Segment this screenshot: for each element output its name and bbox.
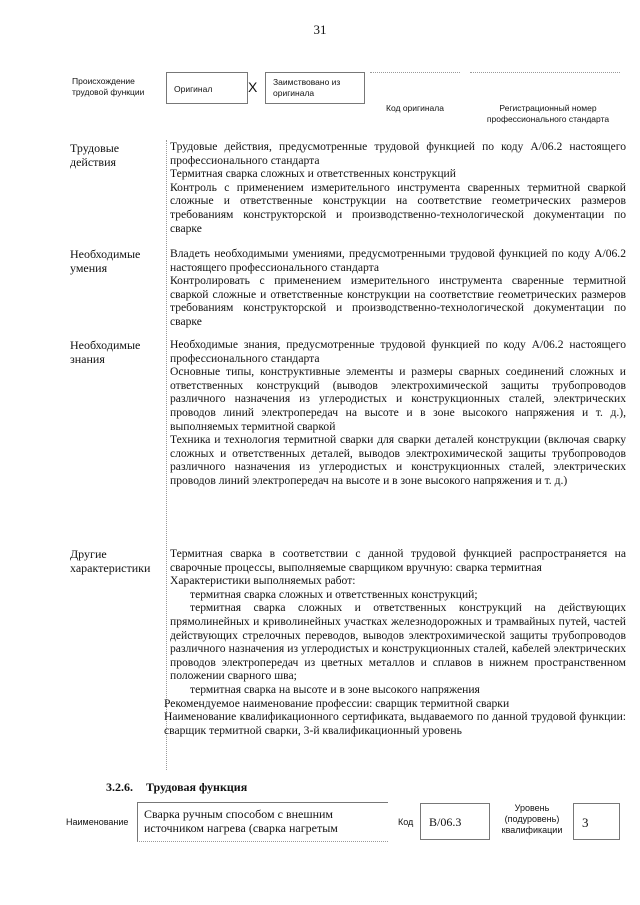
row-label-skills: Необходимые умения bbox=[70, 247, 141, 275]
original-text: Оригинал bbox=[174, 84, 213, 94]
actions-item: Контроль с применением измерительного инструмента сваренных термитной сваркой сложные и ответственные конструкции на соответствие геометрических размеров требованиям конструкторской и производственно-технологической документации по сварке bbox=[170, 180, 626, 235]
original-code-label: Код оригинала bbox=[386, 103, 444, 113]
name-label: Наименование bbox=[66, 817, 129, 827]
row-other-content bbox=[164, 547, 626, 737]
level-label: Уровень (подуровень) квалификации bbox=[501, 803, 563, 835]
row-actions-content bbox=[170, 140, 626, 235]
page-number: 31 bbox=[313, 22, 327, 37]
section-number: 3.2.6. bbox=[106, 780, 133, 794]
other-item: термитная сварка сложных и ответственных конструкций; bbox=[190, 587, 478, 601]
reg-number-label: Регистрационный номер профессионального стандарта bbox=[486, 103, 610, 124]
actions-item: Трудовые действия, предусмотренные трудовой функцией по коду А/06.2 настоящего профессионального стандарта bbox=[170, 140, 626, 167]
knowledge-item: Техника и технология термитной сварки для сварки деталей конструкции (включая сварку сложных и ответственных деталей, выводов электрохимической защиты трубопроводов различного назначения из углеродистых и конструкционных сталей, электрических проводов линий электропередач на высоте и в зоне высокого напряжения и т. д.) bbox=[170, 433, 626, 487]
other-item: Термитная сварка в соответствии с данной трудовой функцией распространяется на сварочные процессы, выполняемые сварщиком вручную: сварка термитная bbox=[170, 547, 626, 574]
other-item: Рекомендуемое наименование профессии: сварщик термитной сварки bbox=[164, 696, 510, 710]
row-knowledge-content bbox=[170, 338, 626, 488]
other-item: Характеристики выполняемых работ: bbox=[170, 574, 356, 588]
actions-item: Термитная сварка сложных и ответственных конструкций bbox=[170, 167, 456, 181]
origin-label: Происхождение трудовой функции bbox=[72, 76, 145, 97]
knowledge-item: Основные типы, конструктивные элементы и размеры сварных соединений сложных и ответственных конструкций (выводов электрохимической защиты трубопроводов различного назначения из углеродистых и конструкционных сталей, электрических проводов линий электропередач на высоте и в зоне высокого напряжения и т. д.), выполняемых термитной сваркой bbox=[170, 365, 626, 433]
code-cell bbox=[420, 803, 490, 840]
skills-item: Владеть необходимыми умениями, предусмотренными трудовой функцией по коду А/06.2 настоящего профессионального стандарта bbox=[170, 247, 626, 274]
other-item: термитная сварка сложных и ответственных конструкций на действующих прямолинейных и криволинейных участках железнодорожных и трамвайных путей, частей действующих стрелочных переводов, выводов электрохимической защиты трубопроводов различного назначения из углеродистых и конструкционных сталей, кабелей электрических проводов электропередач из цветных металлов и сплавов в нижнем пространственном положении сварного шва; bbox=[170, 601, 626, 683]
name-cell bbox=[137, 802, 388, 842]
row-skills-content bbox=[170, 247, 626, 329]
other-item: Наименование квалификационного сертификата, выдаваемого по данной трудовой функции: сварщик термитной сварки, 3-й квалификационный уровень bbox=[164, 710, 626, 737]
code-label: Код bbox=[398, 817, 414, 827]
knowledge-item: Необходимые знания, предусмотренные трудовой функцией по коду А/06.2 настоящего профессионального стандарта bbox=[170, 338, 626, 365]
column-divider bbox=[166, 140, 167, 770]
borrowed-text: Заимствовано из оригинала bbox=[273, 77, 341, 98]
skills-item: Контролировать с применением измерительного инструмента сваренные термитной сваркой сложные и ответственные конструкции на соответствие геометрических размеров требованиям конструкторской и производственно-технологической документации по сварке bbox=[170, 274, 626, 328]
other-item: термитная сварка на высоте и в зоне высокого напряжения bbox=[190, 682, 480, 696]
level-value: 3 bbox=[582, 815, 589, 830]
code-value: В/06.3 bbox=[429, 815, 462, 829]
section-title: Трудовая функция bbox=[146, 780, 248, 794]
original-code-cell bbox=[370, 72, 460, 103]
borrowed-cell bbox=[265, 72, 365, 104]
row-label-actions: Трудовые действия bbox=[70, 141, 120, 169]
level-cell bbox=[573, 803, 620, 840]
row-label-other: Другие характеристики bbox=[70, 547, 151, 575]
reg-number-cell bbox=[470, 72, 620, 103]
name-value: Сварка ручным способом с внешним источником нагрева (сварка нагретым bbox=[144, 807, 338, 835]
row-label-knowledge: Необходимые знания bbox=[70, 338, 141, 366]
original-mark: X bbox=[248, 79, 258, 95]
original-cell bbox=[166, 72, 248, 104]
